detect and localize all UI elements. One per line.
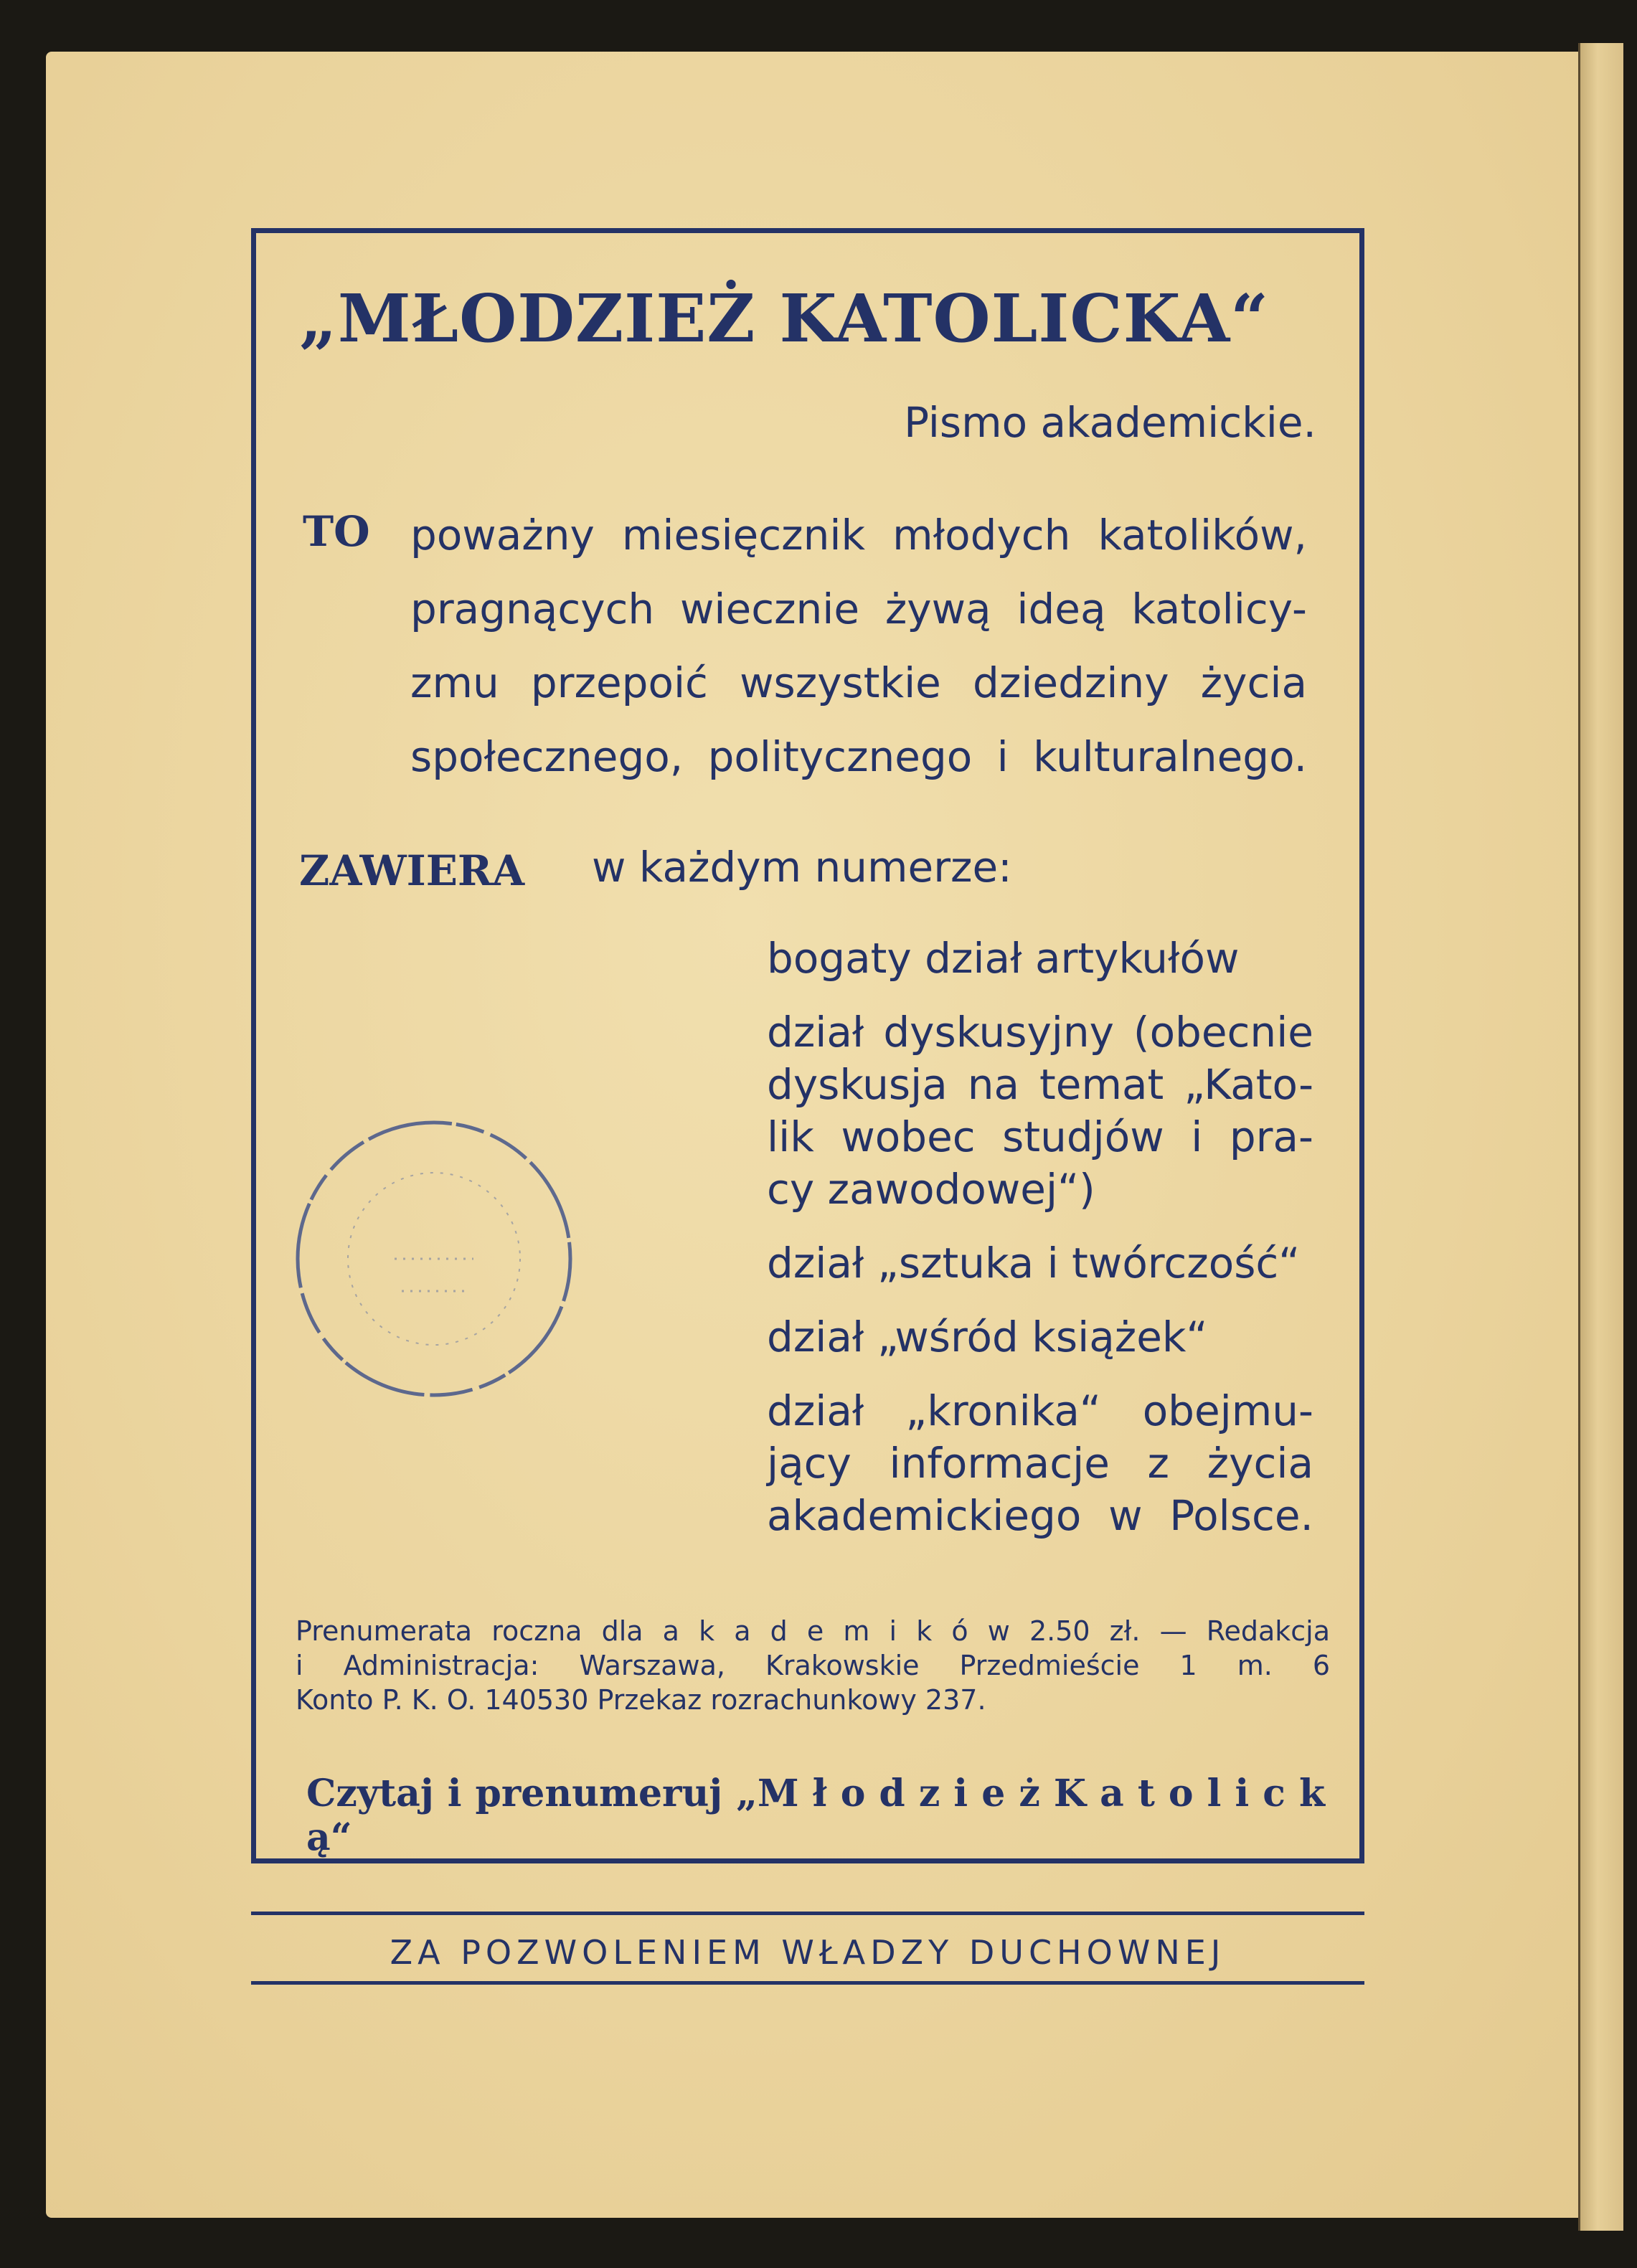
intro-paragraph <box>410 499 1307 794</box>
item-line: akademickiego w Polsce. <box>767 1491 1313 1540</box>
footer-top-rule <box>251 1912 1364 1915</box>
intro-line: pragnących wiecznie żywą ideą katolicy- <box>410 585 1307 633</box>
item-line: bogaty dział artykułów <box>767 934 1240 983</box>
subscription-line: i Administracja: Warszawa, Krakowskie Przedmieście 1 m. 6 <box>296 1650 1330 1681</box>
advertisement-frame <box>251 228 1364 1863</box>
intro-line: społecznego, politycznego i kulturalnego. <box>410 732 1307 781</box>
item-line: cy zawodowej“) <box>767 1165 1095 1214</box>
list-item <box>767 1006 1313 1216</box>
item-line: dział „wśród książek“ <box>767 1313 1208 1361</box>
list-item <box>767 1385 1313 1542</box>
contents-list <box>767 932 1313 1564</box>
list-item <box>767 1237 1313 1290</box>
intro-line: poważny miesięcznik młodych katolików, <box>410 511 1307 559</box>
imprimatur-footer: ZA POZWOLENIEM WŁADZY DUCHOWNEJ <box>390 1933 1226 1972</box>
subscription-info <box>296 1614 1330 1717</box>
contents-intro: w każdym numerze: <box>592 843 1012 892</box>
item-line: lik wobec studjów i pra- <box>767 1112 1313 1161</box>
item-line: dyskusja na temat „Kato- <box>767 1060 1313 1109</box>
item-line: dział „sztuka i twórczość“ <box>767 1239 1301 1287</box>
library-stamp-icon <box>287 1112 581 1406</box>
footer-bottom-rule <box>251 1981 1364 1985</box>
intro-label: TO <box>303 507 370 556</box>
intro-line: zmu przepoić wszystkie dziedziny życia <box>410 658 1307 707</box>
magazine-title: „MŁODZIEŻ KATOLICKA“ <box>299 280 1270 357</box>
subscription-line: Konto P. K. O. 140530 Przekaz rozrachunkowy 237. <box>296 1684 986 1716</box>
call-to-action: Czytaj i prenumeruj „M ł o d z i e ż K a t o l i c k ą“ <box>306 1772 1325 1859</box>
subscription-line: Prenumerata roczna dla a k a d e m i k ó w 2.50 zł. — Redakcja <box>296 1615 1330 1647</box>
item-line: dział dyskusyjny (obecnie <box>767 1008 1313 1057</box>
page-fold <box>1578 43 1623 2231</box>
item-line: jący informacje z życia <box>767 1439 1313 1488</box>
magazine-subtitle: Pismo akademickie. <box>904 398 1316 447</box>
list-item <box>767 932 1313 985</box>
item-line: dział „kronika“ obejmu- <box>767 1386 1313 1435</box>
list-item <box>767 1311 1313 1364</box>
contents-label: ZAWIERA <box>299 846 525 895</box>
